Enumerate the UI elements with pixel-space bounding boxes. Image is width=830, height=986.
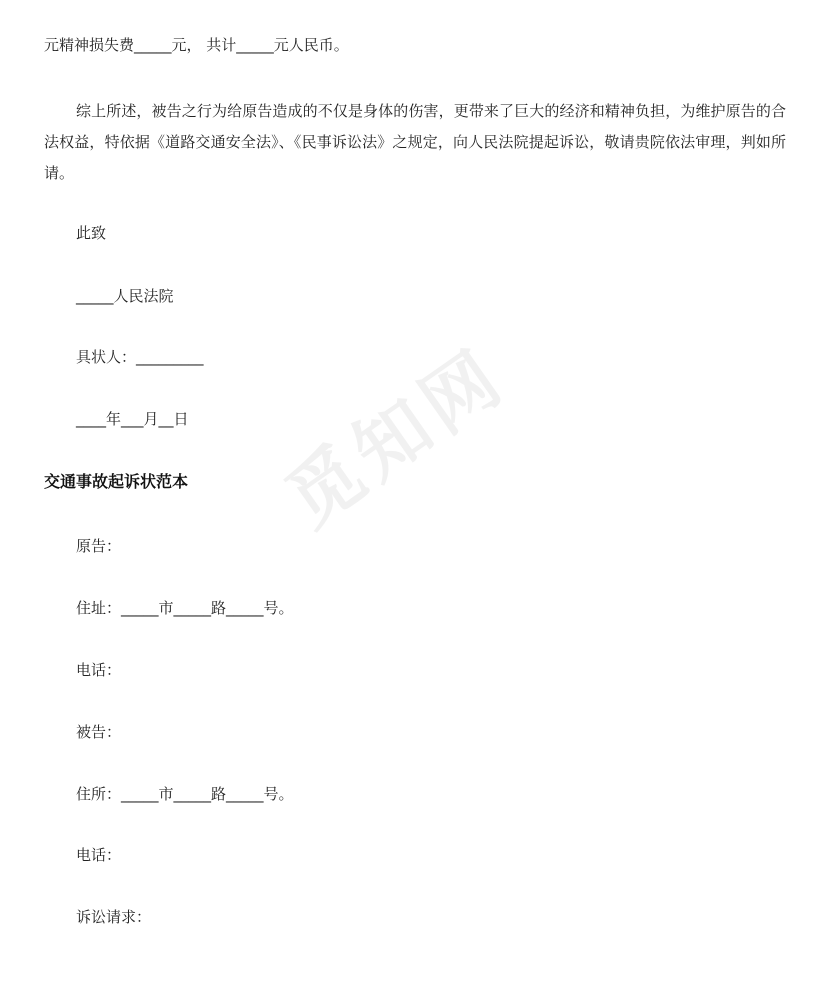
defendant-address-line: 住所：_____市_____路_____号。 — [76, 785, 294, 803]
plaintiff-phone-label: 电话： — [76, 661, 122, 679]
court-line: _____人民法院 — [76, 287, 174, 305]
claims-label: 诉讼请求： — [76, 908, 152, 926]
salutation-cizhi: 此致 — [76, 224, 107, 242]
compensation-total-line: 元精神损失费_____元， 共计_____元人民币。 — [44, 36, 349, 54]
plaintiff-signature-line: 具状人：_________ — [76, 348, 204, 366]
plaintiff-address-line: 住址：_____市_____路_____号。 — [76, 599, 294, 617]
summary-paragraph: 综上所述，被告之行为给原告造成的不仅是身体的伤害，更带来了巨大的经济和精神负担，为维护原告的合法权益，特依据《道路交通安全法》、《民事诉讼法》之规定，向人民法院提起诉讼，敬请贵院依法审理，判如所请。 — [44, 102, 786, 182]
date-line: ____年___月__日 — [76, 410, 189, 428]
defendant-label: 被告： — [76, 723, 122, 741]
defendant-phone-label: 电话： — [76, 846, 122, 864]
watermark-logo: 觅知网 — [271, 332, 522, 544]
section-heading: 交通事故起诉状范本 — [44, 472, 189, 491]
plaintiff-label: 原告： — [76, 537, 122, 555]
